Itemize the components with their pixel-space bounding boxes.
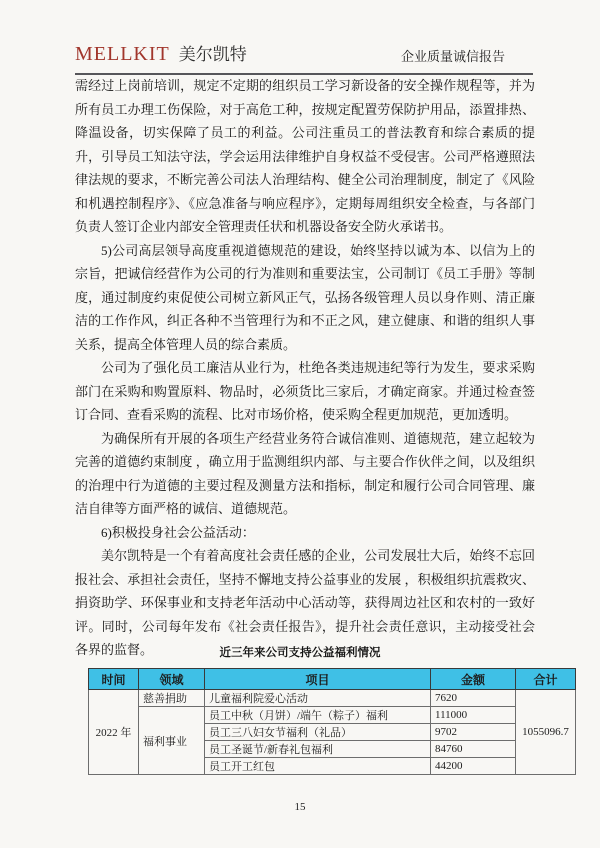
table-row	[89, 690, 576, 707]
col-header-project: 项目	[205, 669, 431, 690]
cell-amount: 9702	[431, 724, 516, 741]
col-header-time: 时间	[89, 669, 139, 690]
col-header-domain: 领域	[139, 669, 205, 690]
cell-total: 1055096.7	[516, 690, 576, 775]
company-logo	[75, 40, 247, 66]
cell-project: 员工圣诞节/新春礼包福利	[205, 741, 431, 758]
report-header-title: 企业质量诚信报告	[400, 49, 505, 64]
page-number: 15	[294, 801, 306, 813]
paragraph-3: 公司为了强化员工廉洁从业行为，杜绝各类违规违纪等行为发生，要求采购部门在采购和购置原料、物品时，必须货比三家后，才确定商家。并通过检查签订合同、查看采购的流程、比对市场价格，使采购全程更加规范，更加透明。	[75, 360, 535, 422]
paragraph-1: 需经过上岗前培训，规定不定期的组织员工学习新设备的安全操作规程等，并为所有员工办理工伤保险，对于高危工种，按规定配置劳保防护用品，添置排热、降温设备，切实保障了员工的利益。公司注重员工的普法教育和综合素质的提升，引导员工知法守法，学会运用法律维护自身权益不受侵害。公司严格遵照法律法规的要求，不断完善公司法人治理结构、健全公司治理制度，制定了《风险和机遇控制程序》、《应急准备与响应程序》，定期每周组织安全检查，与各部门负责人签订企业内部安全管理责任状和机器设备安全防火承诺书。	[75, 78, 535, 234]
cell-amount: 7620	[431, 690, 516, 707]
col-header-amount: 金额	[431, 669, 516, 690]
cell-project: 员工开工红包	[205, 758, 431, 775]
welfare-table	[88, 668, 576, 775]
table-header-row	[89, 669, 576, 690]
cell-amount: 84760	[431, 741, 516, 758]
table-title: 近三年来公司支持公益福利情况	[219, 647, 381, 659]
cell-domain-charity: 慈善捐助	[139, 690, 205, 707]
cell-amount: 111000	[431, 707, 516, 724]
paragraph-2: 5)公司高层领导高度重视道德规范的建设，始终坚持以诚为本、以信为上的宗旨，把诚信经营作为公司的行为准则和重要法宝，公司制订《员工手册》等制度，通过制度约束促使公司树立新风正气，弘扬各级管理人员以身作则、清正廉洁的工作作风，纠正各种不当管理行为和不正之风，建立健康、和谐的组织人事关系，提高全体管理人员的综合素质。	[75, 242, 535, 352]
cell-project: 员工中秋（月饼）/端午（粽子）福利	[205, 707, 431, 724]
table-row	[89, 707, 576, 724]
cell-year: 2022 年	[89, 690, 139, 775]
cell-domain-welfare: 福利事业	[139, 707, 205, 775]
logo-chinese-name: 美尔凯特	[178, 45, 247, 64]
cell-project: 员工三八妇女节福利（礼品）	[205, 724, 431, 741]
document-body	[75, 74, 535, 662]
paragraph-5: 6)积极投身社会公益活动：	[101, 524, 255, 540]
paragraph-6: 美尔凯特是一个有着高度社会责任感的企业，公司发展壮大后，始终不忘回报社会、承担社会责任，坚持不懈地支持公益事业的发展 ，积极组织抗震救灾、捐资助学、环保事业和支持老年活动中心活动等，获得周边社区和农村的一致好评。同时，公司每年发布《社会责任报告》，提升社会责任意识，主动接受社会各界的监督。	[75, 548, 535, 657]
cell-project: 儿童福利院爱心活动	[205, 690, 431, 707]
paragraph-4: 为确保所有开展的各项生产经营业务符合诚信准则、道德规范，建立起较为完善的道德约束制度 ，确立用于监测组织内部、与主要合作伙伴之间，以及组织的治理中行为道德的主要过程及测量方法和指标，制定和履行公司合同管理、廉洁自律等方面严格的诚信、道德规范。	[75, 430, 535, 516]
col-header-total: 合计	[516, 669, 576, 690]
page-header	[75, 40, 533, 75]
cell-amount: 44200	[431, 758, 516, 775]
logo-wordmark: MELLKIT	[75, 43, 170, 65]
